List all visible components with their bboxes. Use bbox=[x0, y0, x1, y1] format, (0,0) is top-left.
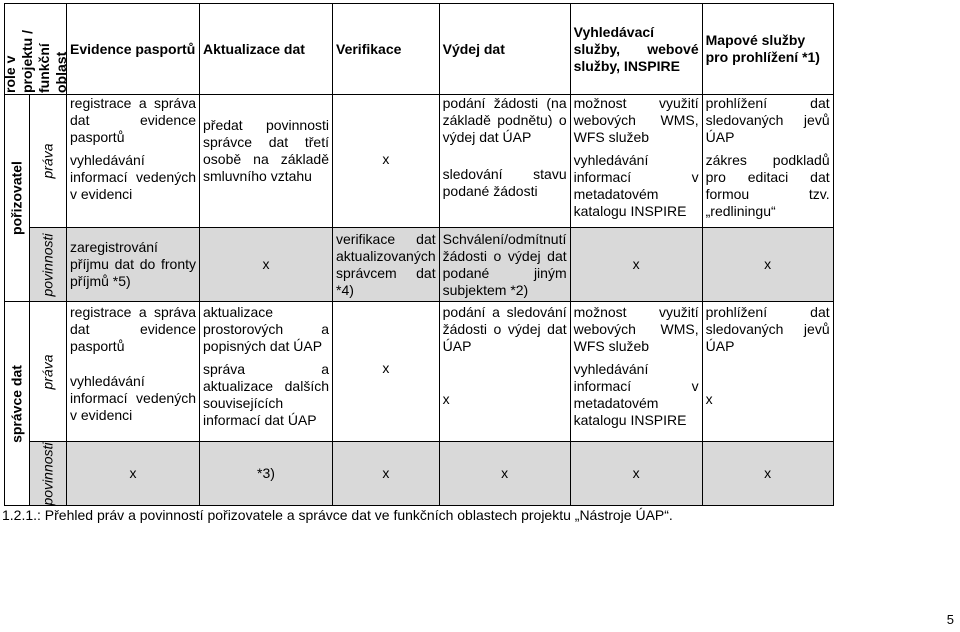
subrole-prava: práva bbox=[30, 95, 67, 228]
row-porizovatel-povinnosti bbox=[5, 228, 834, 302]
cell-vyhledavaci: možnost využití webových WMS, WFS služeb vyhledávání informací v metadatovém katalogu INSPIRE bbox=[570, 302, 702, 442]
header-row bbox=[5, 4, 834, 95]
header-verifikace: Verifikace bbox=[333, 4, 440, 95]
page-number: 5 bbox=[946, 612, 954, 627]
cell-vyhledavaci: x bbox=[570, 228, 702, 302]
header-vydej: Výdej dat bbox=[439, 4, 570, 95]
subrole-prava: práva bbox=[30, 302, 67, 442]
header-mapove: Mapové služby pro prohlížení *1) bbox=[702, 4, 833, 95]
cell-aktualizace: předat povinnosti správce dat třetí osobě na základě smluvního vztahu bbox=[200, 95, 333, 228]
cell-mapove: prohlížení dat sledovaných jevů ÚAP zákres podkladů pro editaci dat formou tzv. „redliningu“ bbox=[702, 95, 833, 228]
cell-evidence: zaregistrování příjmu dat do fronty příjmů *5) bbox=[67, 228, 200, 302]
cell-verifikace: verifikace dat aktualizovaných správcem dat *4) bbox=[333, 228, 440, 302]
row-spravce-prava bbox=[5, 302, 834, 442]
role-porizovatel: pořizovatel bbox=[5, 95, 30, 302]
cell-verifikace: x bbox=[333, 95, 440, 228]
cell-mapove: prohlížení dat sledovaných jevů ÚAP x bbox=[702, 302, 833, 442]
subrole-povinnosti: povinnosti bbox=[30, 228, 67, 302]
header-evidence: Evidence pasportů bbox=[67, 4, 200, 95]
header-role-cell bbox=[1, 4, 69, 95]
cell-verifikace: x bbox=[333, 442, 440, 506]
cell-evidence: registrace a správa dat evidence pasportů vyhledávání informací vedených v evidenci bbox=[67, 302, 200, 442]
header-aktualizace: Aktualizace dat bbox=[200, 4, 333, 95]
row-porizovatel-prava bbox=[5, 95, 834, 228]
cell-mapove: x bbox=[702, 228, 833, 302]
cell-verifikace: x bbox=[333, 302, 440, 442]
cell-evidence: registrace a správa dat evidence pasportů vyhledávání informací vedených v evidenci bbox=[67, 95, 200, 228]
cell-aktualizace: *3) bbox=[200, 442, 333, 506]
header-role-label: role v projektu / funkční oblast bbox=[1, 29, 69, 93]
cell-vydej: podání a sledování žádosti o výdej dat ÚAP x bbox=[439, 302, 570, 442]
header-vyhledavaci: Vyhledávací služby, webové služby, INSPIRE bbox=[570, 4, 702, 95]
cell-mapove: x bbox=[702, 442, 833, 506]
cell-vyhledavaci: možnost využití webových WMS, WFS služeb vyhledávání informací v metadatovém katalogu INSPIRE bbox=[570, 95, 702, 228]
cell-vydej: x bbox=[439, 442, 570, 506]
cell-evidence: x bbox=[67, 442, 200, 506]
row-spravce-povinnosti bbox=[5, 442, 834, 506]
cell-vyhledavaci: x bbox=[570, 442, 702, 506]
table-caption: 1.2.1.: Přehled práv a povinností pořizovatele a správce dat ve funkčních oblastech projektu „Nástroje ÚAP“. bbox=[2, 507, 673, 523]
cell-vydej: podání žádosti (na základě podnětu) o výdej dat ÚAP sledování stavu podané žádosti bbox=[439, 95, 570, 228]
roles-matrix-table bbox=[1, 3, 834, 506]
cell-aktualizace: x bbox=[200, 228, 333, 302]
role-spravce: správce dat bbox=[5, 302, 30, 506]
cell-aktualizace: aktualizace prostorových a popisných dat ÚAP správa a aktualizace dalších souvisejících informací dat ÚAP bbox=[200, 302, 333, 442]
cell-vydej: Schválení/odmítnutí žádosti o výdej dat podané jiným subjektem *2) bbox=[439, 228, 570, 302]
subrole-povinnosti: povinnosti bbox=[30, 442, 67, 506]
